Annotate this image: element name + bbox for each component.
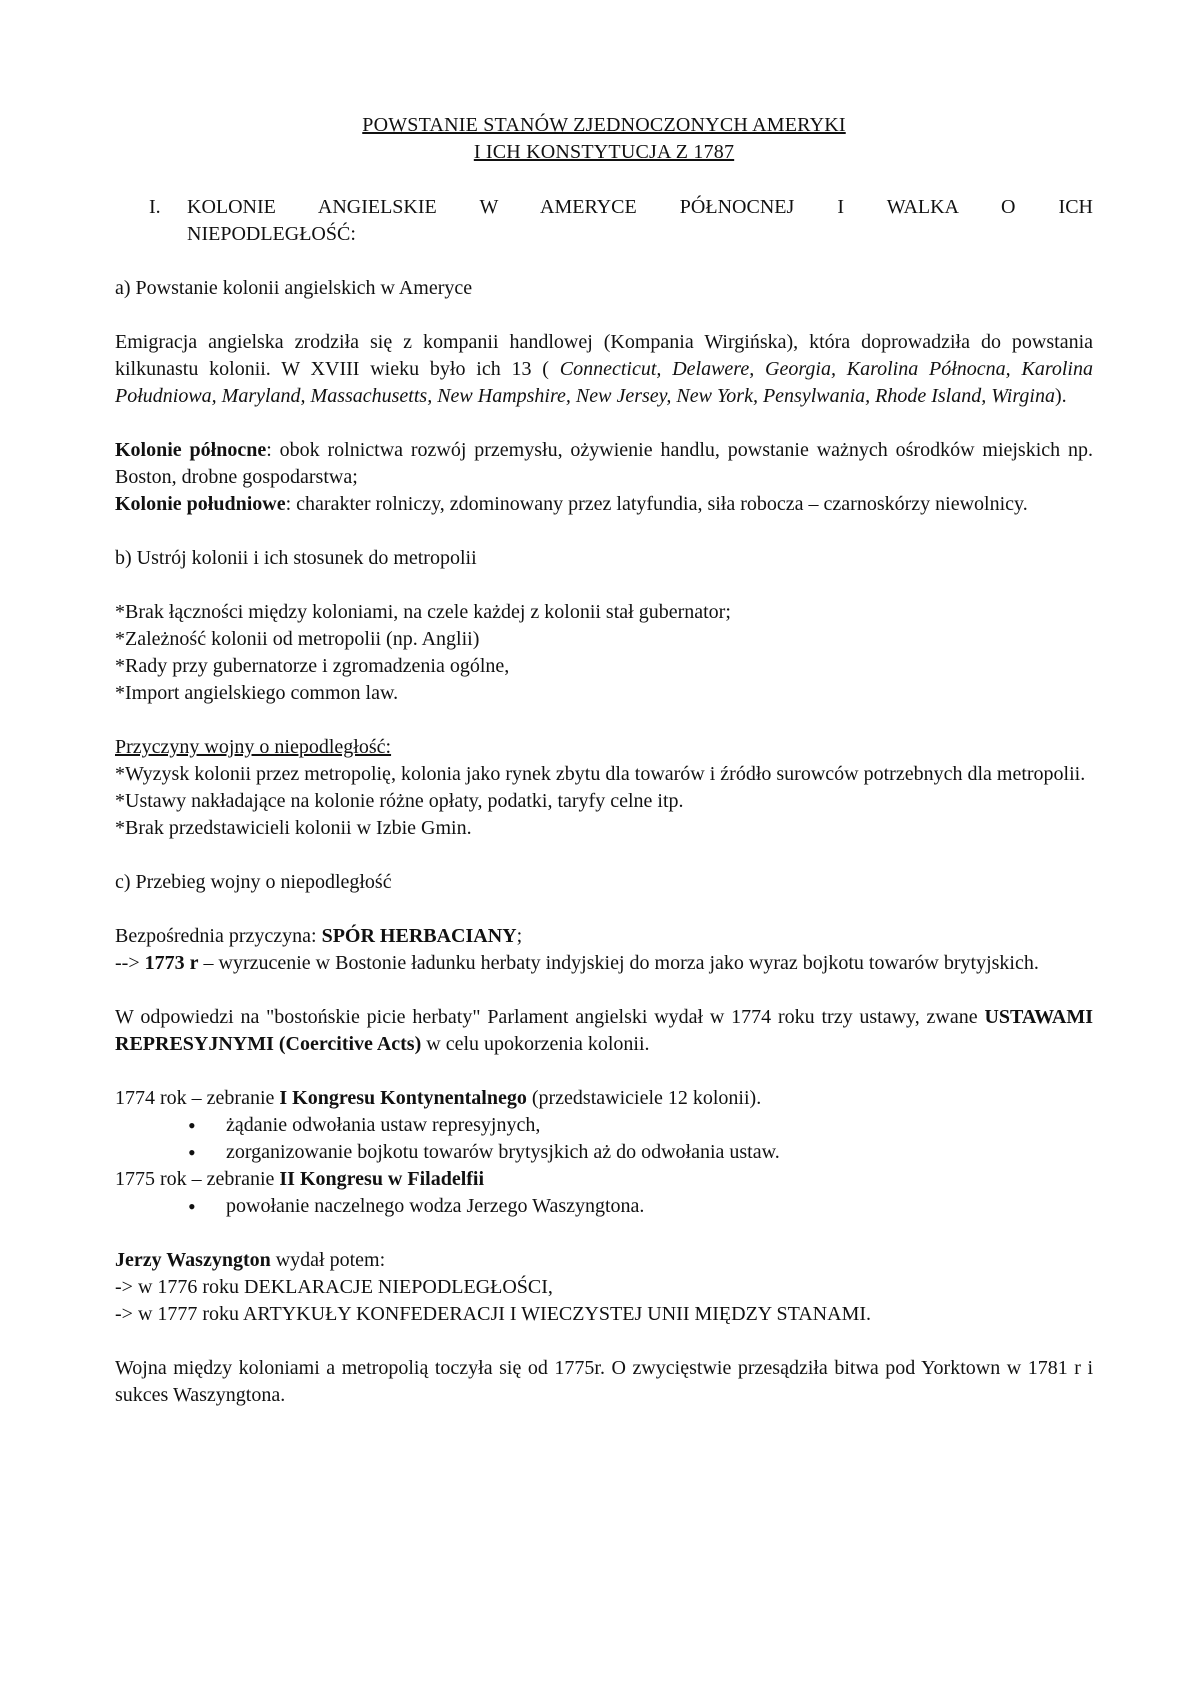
subheading-b: b) Ustrój kolonii i ich stosunek do metropolii — [115, 547, 477, 569]
list-item: • powołanie naczelnego wodza Jerzego Waszyngtona. — [115, 1193, 1093, 1220]
list-item: -> w 1777 roku ARTYKUŁY KONFEDERACJI I WIECZYSTEJ UNII MIĘDZY STANAMI. — [115, 1303, 872, 1325]
direct-cause: Bezpośrednia przyczyna: SPÓR HERBACIANY; — [115, 925, 523, 947]
colonies-list: Connecticut, Delawere, Georgia, Karolina Północna, Karolina Południowa, Maryland, Massachusetts, New Hampshire, New Jersey, New York, Pensylwania, Rhode Island, Wirgina — [115, 358, 1093, 407]
list-item: • zorganizowanie bojkotu towarów brytysjkich aż do odwołania ustaw. — [115, 1139, 1093, 1166]
section-number: I. — [149, 196, 161, 218]
title-line-2: I ICH KONSTYTUCJA Z 1787 — [473, 141, 735, 163]
title-line-1: POWSTANIE STANÓW ZJEDNOCZONYCH AMERYKI — [362, 114, 846, 136]
paragraph-south: Kolonie południowe: charakter rolniczy, zdominowany przez latyfundia, siła robocza – czarnoskórzy niewolnicy. — [115, 493, 1028, 515]
subheading-a: a) Powstanie kolonii angielskich w Ameryce — [115, 277, 473, 299]
list-item: *Brak przedstawicieli kolonii w Izbie Gmin. — [115, 817, 472, 839]
list-item: *Rady przy gubernatorze i zgromadzenia ogólne, — [115, 655, 510, 677]
list-item: *Wyzysk kolonii przez metropolię, kolonia jako rynek zbytu dla towarów i źródło surowców potrzebnych dla metropolii. — [115, 763, 1086, 785]
congress-1: 1774 rok – zebranie I Kongresu Kontynentalnego (przedstawiciele 12 kolonii). — [115, 1087, 762, 1109]
north-label: Kolonie północne — [115, 439, 267, 461]
congress-2: 1775 rok – zebranie II Kongresu w Filadelfii — [115, 1168, 485, 1190]
paragraph-colonies: Emigracja angielska zrodziła się z kompanii handlowej (Kompania Wirgińska), która doprowadziła do powstania kilkunastu kolonii. W XVIII wieku było ich 13 ( Connecticut, Delawere, Georgia, Karolina Północna, Karolina Południowa, Maryland, Massachusetts, New Hampshire, New Jersey, New York, Pensylwania, Rhode Island, Wirgina). — [115, 331, 1093, 407]
subheading-c: c) Przebieg wojny o niepodległość — [115, 871, 392, 893]
document-title — [115, 112, 1093, 166]
paragraph-north: Kolonie północne: obok rolnictwa rozwój przemysłu, ożywienie handlu, powstanie ważnych ośrodków miejskich np. Boston, drobne gospodarstwa; — [115, 439, 1093, 488]
tea-party: --> 1773 r – wyrzucenie w Bostonie ładunku herbaty indyjskiej do morza jako wyraz bojkotu towarów brytyjskich. — [115, 952, 1039, 974]
list-item: *Brak łączności między koloniami, na czele każdej z kolonii stał gubernator; — [115, 601, 731, 623]
section-heading-line-1: KOLONIE ANGIELSKIE W AMERYCE PÓŁNOCNEJ I WALKA O ICH — [187, 196, 1093, 218]
list-item: -> w 1776 roku DEKLARACJE NIEPODLEGŁOŚCI, — [115, 1276, 553, 1298]
list-item: *Ustawy nakładające na kolonie różne opłaty, podatki, taryfy celne itp. — [115, 790, 684, 812]
causes-heading: Przyczyny wojny o niepodległość: — [115, 736, 392, 758]
document-page — [115, 112, 1093, 1409]
section-heading-line-2: NIEPODLEGŁOŚĆ: — [187, 223, 356, 245]
paragraph-response: W odpowiedzi na "bostońskie picie herbaty" Parlament angielski wydał w 1774 roku trzy ustawy, zwane USTAWAMI REPRESYJNYMI (Coercitive Acts) w celu upokorzenia kolonii. — [115, 1006, 1093, 1055]
washington-intro: Jerzy Waszyngton wydał potem: — [115, 1249, 386, 1271]
list-item: *Import angielskiego common law. — [115, 682, 399, 704]
south-label: Kolonie południowe — [115, 493, 286, 515]
list-item: • żądanie odwołania ustaw represyjnych, — [115, 1112, 1093, 1139]
section-1-heading — [115, 194, 1093, 248]
list-item: *Zależność kolonii od metropolii (np. Anglii) — [115, 628, 480, 650]
congress-1-list — [115, 1112, 1093, 1166]
paragraph-final: Wojna między koloniami a metropolią toczyła się od 1775r. O zwycięstwie przesądziła bitwa pod Yorktown w 1781 r i sukces Waszyngtona. — [115, 1357, 1093, 1406]
congress-2-list — [115, 1193, 1093, 1220]
